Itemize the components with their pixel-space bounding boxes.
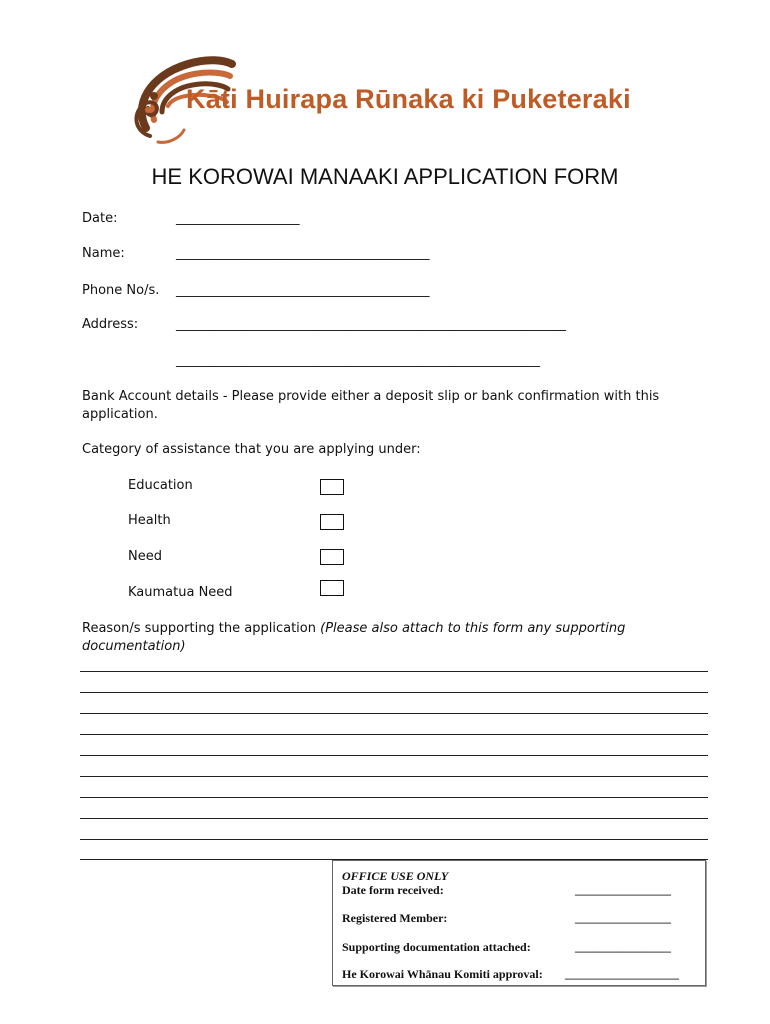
date-field[interactable]: ___________________: [176, 211, 300, 226]
form-title: HE KOROWAI MANAAKI APPLICATION FORM: [151, 164, 619, 189]
date-received-field[interactable]: ________________: [575, 883, 671, 897]
category-education-checkbox[interactable]: [320, 479, 344, 495]
date-received-label: Date form received:: [342, 883, 444, 897]
reason-line[interactable]: [80, 776, 708, 777]
address-field-line-2[interactable]: ________________________________________________________: [176, 353, 540, 368]
reason-label: Reason/s supporting the application: [82, 621, 316, 636]
category-kaumatua-need-checkbox[interactable]: [320, 580, 344, 596]
phone-label: Phone No/s.: [82, 283, 160, 298]
name-field[interactable]: _______________________________________: [176, 246, 430, 261]
office-use-box: [332, 860, 706, 986]
registered-member-label: Registered Member:: [342, 911, 448, 925]
name-label: Name:: [82, 246, 125, 261]
reason-line[interactable]: [80, 755, 708, 756]
reason-line[interactable]: [80, 839, 708, 840]
office-use-title: OFFICE USE ONLY: [342, 869, 449, 883]
registered-member-field[interactable]: ________________: [575, 911, 671, 925]
address-label: Address:: [82, 317, 139, 332]
reason-line[interactable]: [80, 818, 708, 819]
phone-field[interactable]: _______________________________________: [176, 283, 430, 298]
reason-note: (Please also attach to this form any supporting documentation): [82, 621, 626, 654]
reason-line[interactable]: [80, 671, 708, 672]
bank-details-note: Bank Account details - Please provide either a deposit slip or bank confirmation with this application.: [82, 389, 660, 422]
category-kaumatua-need-label: Kaumatua Need: [128, 585, 233, 600]
logo-wordmark: Kāti Huirapa Rūnaka ki Puketeraki: [186, 84, 631, 114]
category-need-checkbox[interactable]: [320, 549, 344, 565]
komiti-approval-field[interactable]: ___________________: [565, 967, 679, 981]
reason-line[interactable]: [80, 734, 708, 735]
reason-line[interactable]: [80, 797, 708, 798]
category-need-label: Need: [128, 549, 162, 564]
supporting-docs-field[interactable]: ________________: [575, 940, 671, 954]
address-field-line-1[interactable]: ____________________________________________________________: [176, 317, 566, 332]
supporting-docs-label: Supporting documentation attached:: [342, 940, 531, 954]
komiti-approval-label: He Korowai Whānau Komiti approval:: [342, 967, 543, 981]
category-prompt: Category of assistance that you are applying under:: [82, 442, 421, 457]
reason-prompt: [82, 620, 642, 656]
category-health-label: Health: [128, 513, 171, 528]
reason-line[interactable]: [80, 713, 708, 714]
reason-line[interactable]: [80, 692, 708, 693]
category-health-checkbox[interactable]: [320, 514, 344, 530]
category-education-label: Education: [128, 478, 193, 493]
date-label: Date:: [82, 211, 118, 226]
